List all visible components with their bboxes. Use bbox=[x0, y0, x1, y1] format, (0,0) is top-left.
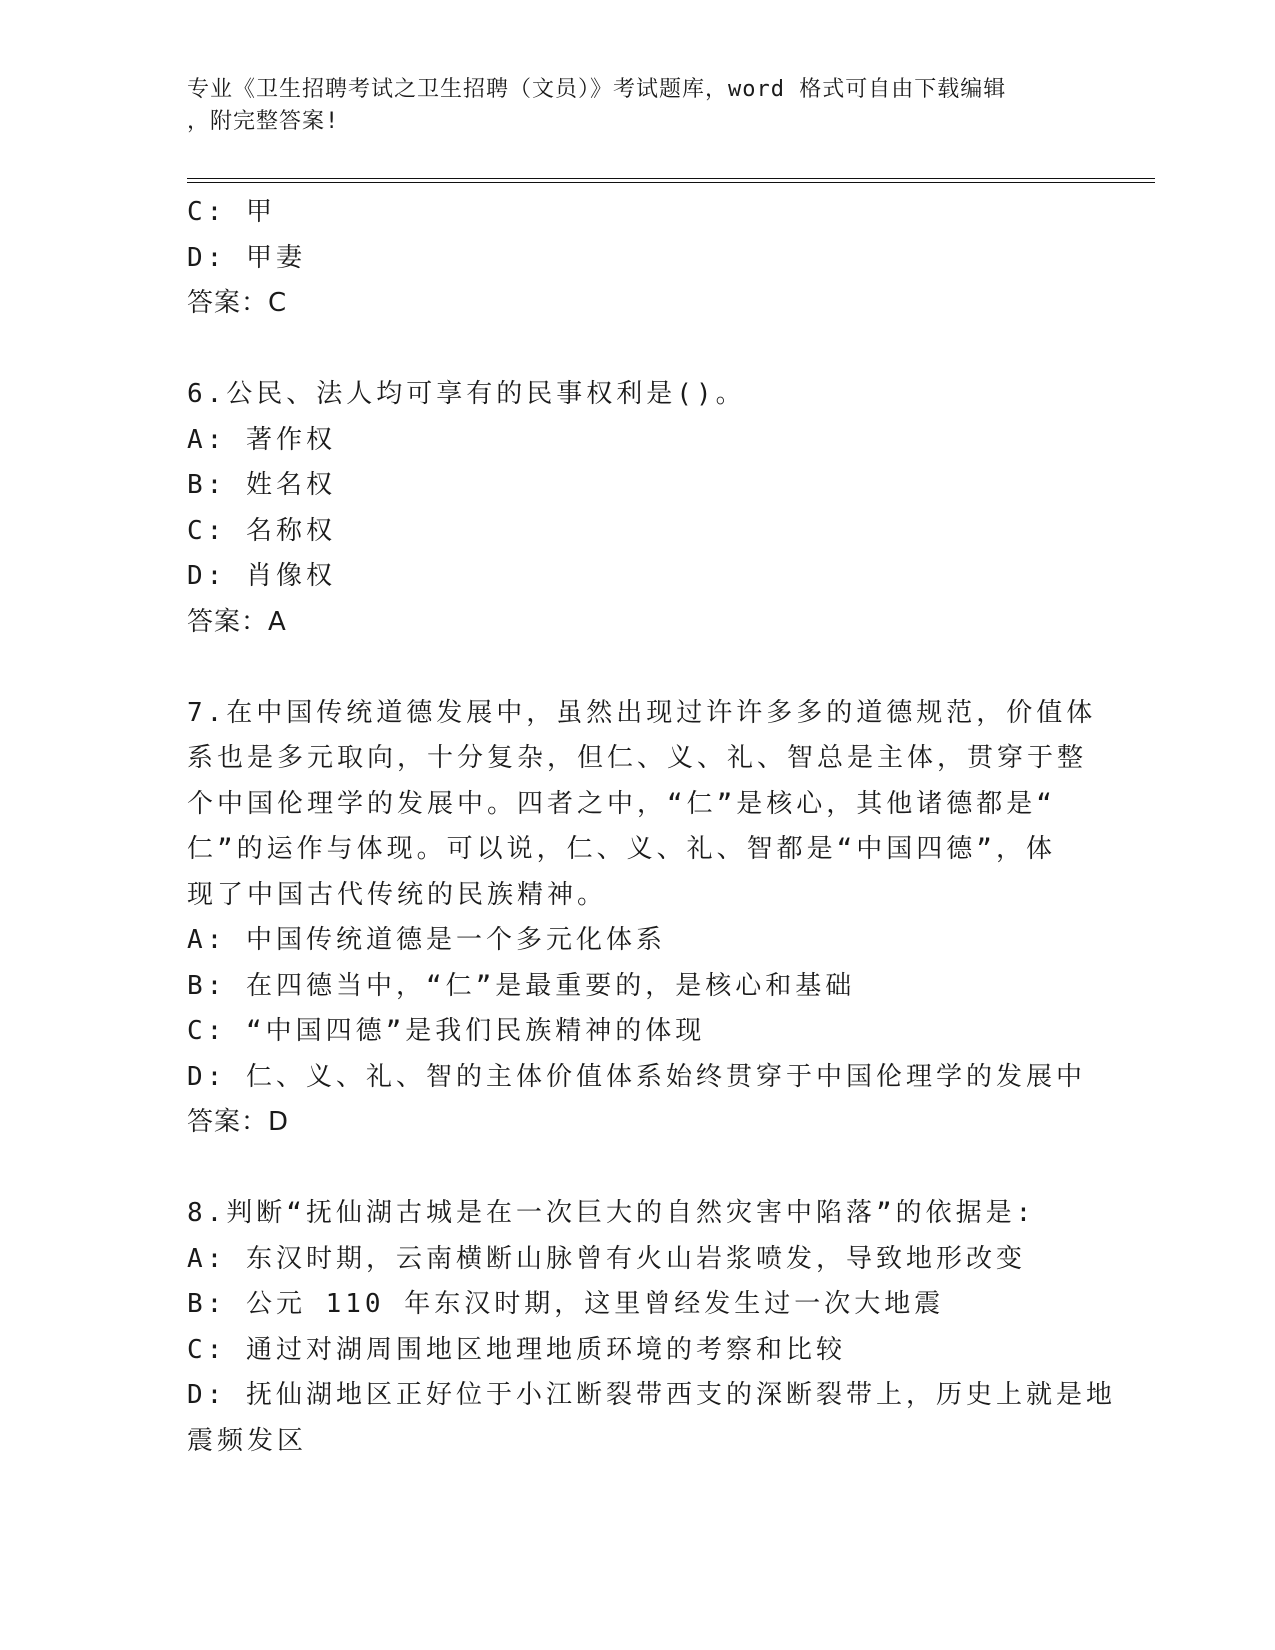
option-c: C: “中国四德”是我们民族精神的体现 bbox=[187, 1016, 706, 1046]
document-header bbox=[187, 74, 1067, 138]
option-d-continuation: 震频发区 bbox=[187, 1425, 308, 1456]
header-divider-bottom bbox=[187, 182, 1155, 183]
question-6-block bbox=[187, 372, 1087, 645]
question-8-block bbox=[187, 1191, 1116, 1464]
option-d: D: 仁、义、礼、智的主体价值体系始终贯穿于中国伦理学的发展中 bbox=[187, 1061, 1086, 1092]
question-spacer bbox=[187, 645, 1087, 691]
answer-line: 答案：C bbox=[187, 288, 288, 318]
option-a: A: 著作权 bbox=[187, 424, 336, 455]
question-stem-line: 仁”的运作与体现。可以说，仁、义、礼、智都是“中国四德”，体 bbox=[187, 834, 1056, 864]
question-stem-line: 系也是多元取向，十分复杂，但仁、义、礼、智总是主体，贯穿于整 bbox=[187, 743, 1088, 773]
answer-line: 答案：D bbox=[187, 1107, 290, 1137]
option-b: B: 公元 110 年东汉时期，这里曾经发生过一次大地震 bbox=[187, 1289, 945, 1319]
question-stem-line: 现了中国古代传统的民族精神。 bbox=[187, 879, 608, 910]
option-d: D: 甲妻 bbox=[187, 242, 306, 273]
header-title-continuation: ，附完整答案! bbox=[187, 109, 340, 134]
answer-line: 答案：A bbox=[187, 606, 287, 637]
question-7-block bbox=[187, 691, 1097, 1146]
previous-question-block bbox=[187, 190, 1087, 327]
option-c: C: 甲 bbox=[187, 197, 276, 227]
option-c: C: 名称权 bbox=[187, 515, 336, 546]
option-d: D: 肖像权 bbox=[187, 561, 336, 591]
header-title-line: 专业《卫生招聘考试之卫生招聘（文员）》考试题库，word 格式可自由下载编辑 bbox=[187, 77, 1007, 102]
option-b: B: 在四德当中，“仁”是最重要的，是核心和基础 bbox=[187, 970, 856, 1001]
question-content bbox=[187, 190, 1116, 1464]
option-d: D: 抚仙湖地区正好位于小江断裂带西支的深断裂带上，历史上就是地 bbox=[187, 1380, 1116, 1410]
option-a: A: 中国传统道德是一个多元化体系 bbox=[187, 925, 666, 955]
question-spacer bbox=[187, 1146, 1087, 1192]
option-a: A: 东汉时期，云南横断山脉曾有火山岩浆喷发，导致地形改变 bbox=[187, 1243, 1026, 1274]
option-b: B: 姓名权 bbox=[187, 470, 336, 500]
question-stem-line: 个中国伦理学的发展中。四者之中，“仁”是核心，其他诸德都是“ bbox=[187, 788, 1056, 819]
option-c: C: 通过对湖周围地区地理地质环境的考察和比较 bbox=[187, 1334, 846, 1365]
question-spacer bbox=[187, 327, 1087, 373]
question-stem: 8.判断“抚仙湖古城是在一次巨大的自然灾害中陷落”的依据是: bbox=[187, 1198, 1036, 1228]
question-stem-line: 7.在中国传统道德发展中，虽然出现过许许多多的道德规范，价值体 bbox=[187, 697, 1097, 728]
question-stem: 6.公民、法人均可享有的民事权利是()。 bbox=[187, 379, 746, 409]
header-divider-top bbox=[187, 178, 1155, 179]
